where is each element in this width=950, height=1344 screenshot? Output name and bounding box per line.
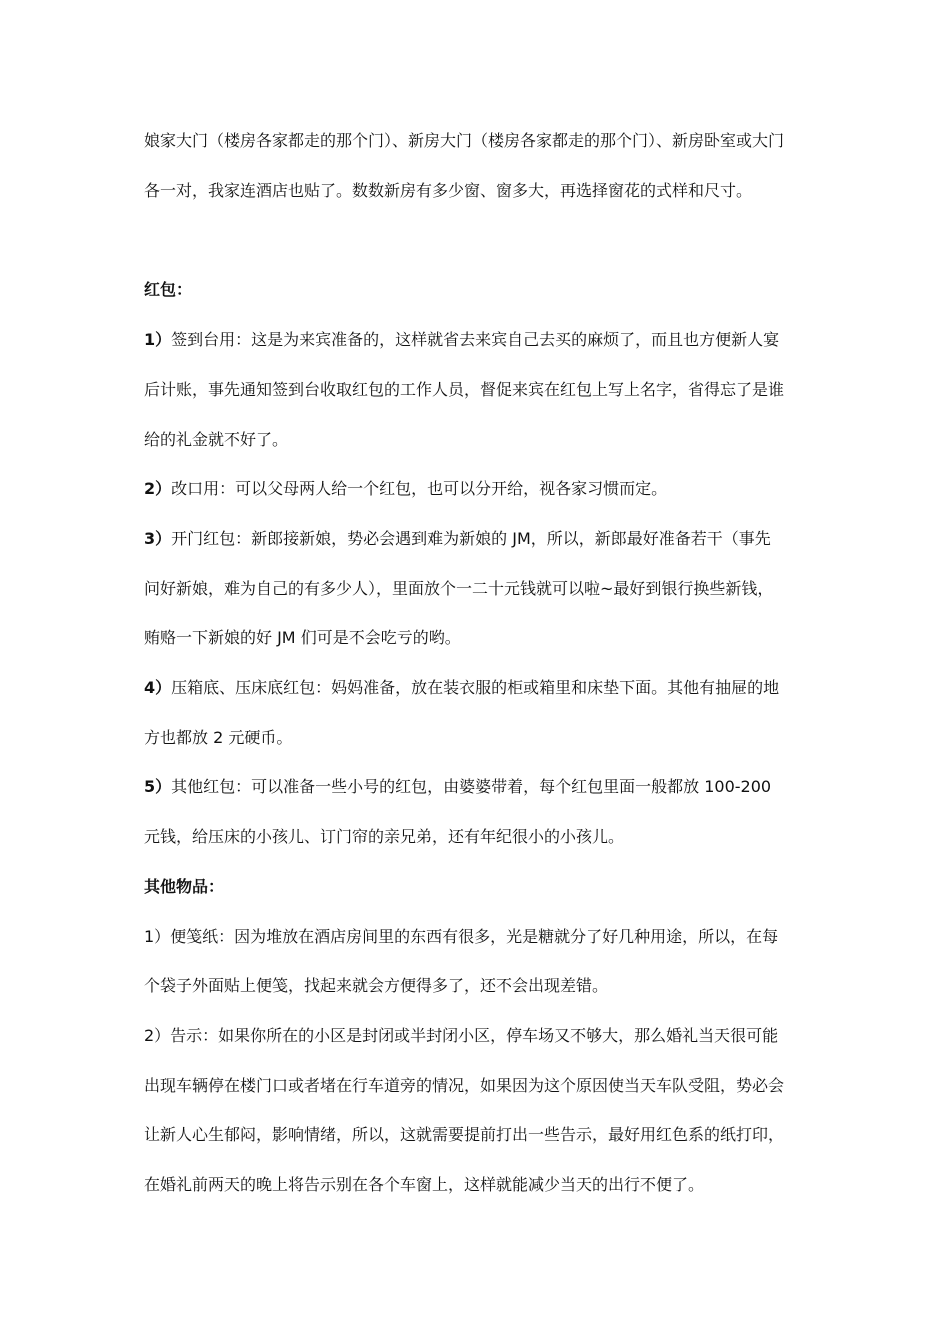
other-item-2-line-3: 让新人心生郁闷，影响情绪，所以，这就需要提前打出一些告示，最好用红色系的纸打印， <box>144 1125 785 1145</box>
other-item-2-line-1: 2）告示：如果你所在的小区是封闭或半封闭小区，停车场又不够大，那么婚礼当天很可能 <box>144 1025 779 1045</box>
item-number: 4） <box>144 678 172 698</box>
red-packet-item-1-line-1 <box>144 315 814 365</box>
red-packet-item-3-line-3: 贿赂一下新娘的好 JM 们可是不会吃亏的哟。 <box>144 628 461 648</box>
other-item-1-line-1: 1）便笺纸：因为堆放在酒店房间里的东西有很多，光是糖就分了好几种用途，所以，在每 <box>144 926 779 946</box>
red-packet-item-3-line-1 <box>144 514 814 564</box>
red-packet-item-2-line-1 <box>144 464 814 514</box>
item-text: 改口用：可以父母两人给一个红包，也可以分开给，视各家习惯而定。 <box>171 479 668 499</box>
item-number: 5） <box>144 777 172 797</box>
item-text: 其他红包：可以准备一些小号的红包，由婆婆带着，每个红包里面一般都放 100-200 <box>171 777 772 797</box>
other-item-1-line-2: 个袋子外面贴上便笺，找起来就会方便得多了，还不会出现差错。 <box>144 976 609 996</box>
document-page <box>144 116 814 1210</box>
item-number: 1） <box>144 330 172 350</box>
red-packets-heading: 红包： <box>144 280 193 300</box>
red-packet-item-4-line-1 <box>144 663 814 713</box>
intro-line-2: 各一对，我家连酒店也贴了。数数新房有多少窗、窗多大，再选择窗花的式样和尺寸。 <box>144 180 753 200</box>
other-items-heading: 其他物品： <box>144 876 225 896</box>
red-packet-item-5-line-1 <box>144 762 814 812</box>
item-text: 签到台用：这是为来宾准备的，这样就省去来宾自己去买的麻烦了，而且也方便新人宴 <box>171 330 780 350</box>
item-text: 开门红包：新郎接新娘，势必会遇到难为新娘的 JM，所以，新郎最好准备若干（事先 <box>171 528 771 548</box>
item-number: 2） <box>144 479 172 499</box>
other-item-2-line-4: 在婚礼前两天的晚上将告示别在各个车窗上，这样就能减少当天的出行不便了。 <box>144 1175 705 1195</box>
item-text: 压箱底、压床底红包：妈妈准备，放在装衣服的柜或箱里和床垫下面。其他有抽屉的地 <box>171 678 780 698</box>
red-packet-item-3-line-2: 问好新娘，难为自己的有多少人），里面放个一二十元钱就可以啦~最好到银行换些新钱， <box>144 578 774 598</box>
intro-line-1: 娘家大门（楼房各家都走的那个门）、新房大门（楼房各家都走的那个门）、新房卧室或大门 <box>144 131 785 150</box>
red-packet-item-1-line-2: 后计账，事先通知签到台收取红包的工作人员，督促来宾在红包上写上名字，省得忘了是谁 <box>144 379 785 399</box>
section-spacer <box>144 215 814 265</box>
item-number: 3） <box>144 528 172 548</box>
red-packet-item-5-line-2: 元钱，给压床的小孩儿、订门帘的亲兄弟，还有年纪很小的小孩儿。 <box>144 827 625 847</box>
other-item-2-line-2: 出现车辆停在楼门口或者堵在行车道旁的情况，如果因为这个原因使当天车队受阻，势必会 <box>144 1075 785 1095</box>
red-packet-item-1-line-3: 给的礼金就不好了。 <box>144 429 289 449</box>
red-packet-item-4-line-2: 方也都放 2 元硬币。 <box>144 727 293 747</box>
